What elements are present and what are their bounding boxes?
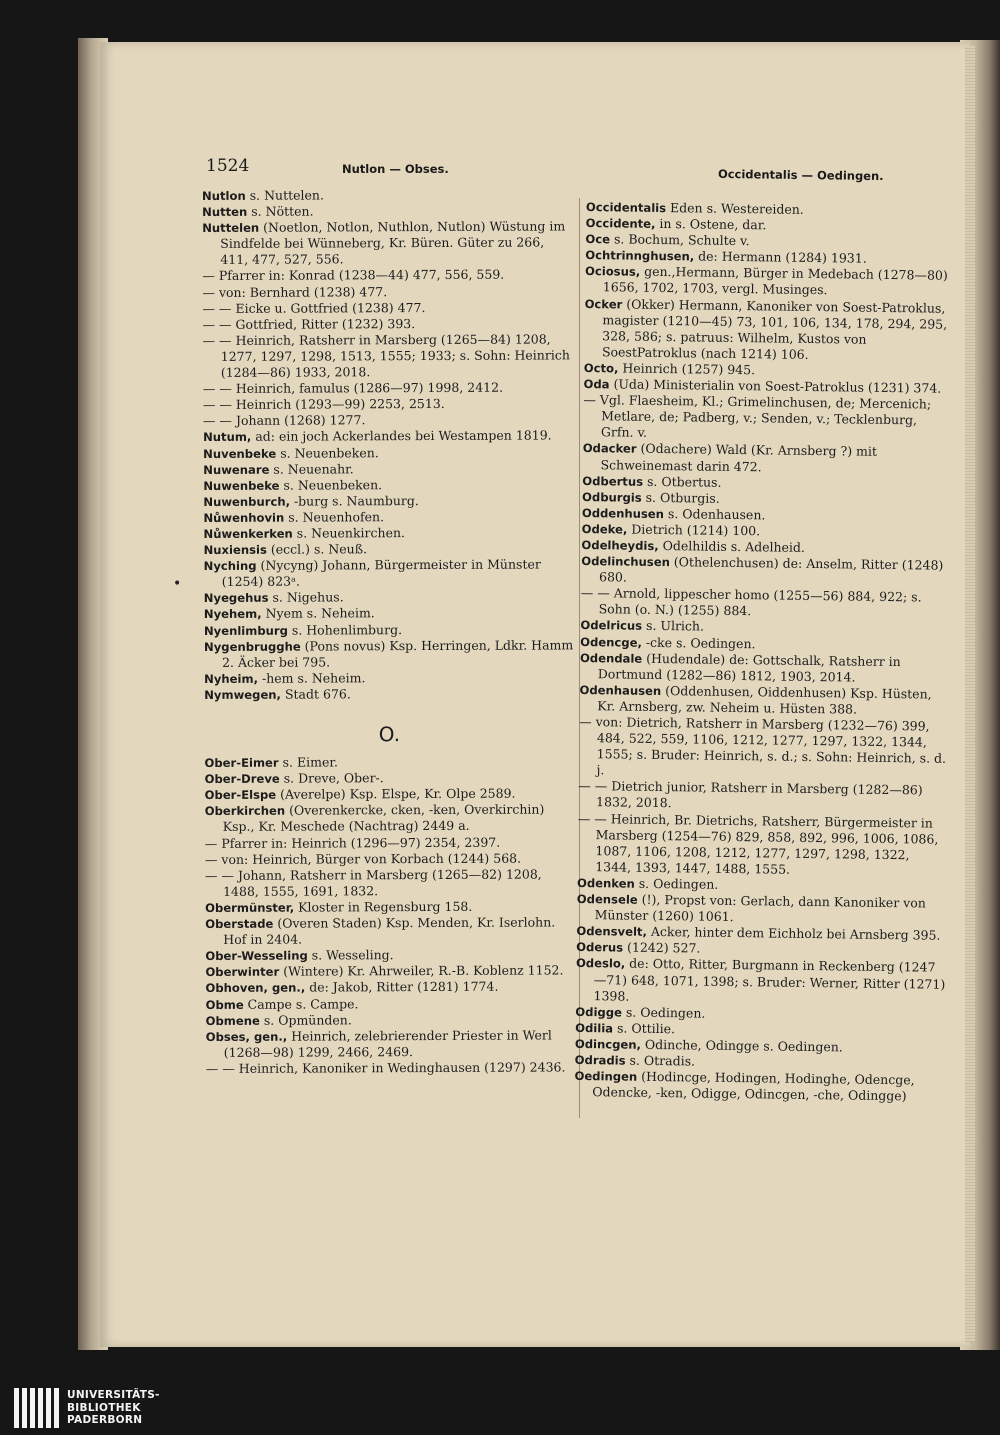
entry-headword: Occidente, xyxy=(585,216,656,232)
entry-headword: Nyenlimburg xyxy=(203,623,288,638)
entry-headword: Odincgen, xyxy=(574,1036,642,1052)
entry-headword: Ober-Dreve xyxy=(204,771,280,787)
entry-headword: Obses, gen., xyxy=(205,1029,288,1044)
entry-text: s. Nigehus. xyxy=(268,589,344,606)
index-entry xyxy=(205,963,575,981)
entry-headword: Obhoven, gen., xyxy=(205,980,306,996)
entry-text: s. Neuenkirchen. xyxy=(292,525,406,541)
entry-text: Campe s. Campe. xyxy=(243,995,359,1012)
page-stack-edge xyxy=(965,46,975,1342)
index-entry xyxy=(577,811,948,880)
entry-text: Odinche, Odingge s. Oedingen. xyxy=(640,1036,843,1055)
index-entry xyxy=(203,444,573,462)
margin-mark: • xyxy=(173,576,182,592)
index-entry xyxy=(203,460,573,478)
index-entry xyxy=(584,296,955,365)
index-entry xyxy=(202,299,572,317)
entry-headword: Occidentalis xyxy=(585,199,667,216)
entry-text: Acker, hinter dem Eichholz bei Arnsberg 395. xyxy=(646,924,941,943)
entry-text: — — Heinrich, Ratsherr in Marsberg (1265—84) 1208, 1277, 1297, 1298, 1513, 1555; 1933; s. Sohn: Heinrich (1284—86) 1933, 2018. xyxy=(202,331,570,380)
entry-text: s. Neuenahr. xyxy=(269,460,354,477)
entry-text: de: Hermann (1284) 1931. xyxy=(694,248,867,266)
index-entry xyxy=(203,331,573,381)
index-entry xyxy=(203,508,573,526)
entry-text: s. Neuenbeken. xyxy=(279,476,383,493)
entry-text: s. Ottilie. xyxy=(612,1020,676,1037)
entry-headword: Oberstade xyxy=(205,916,274,932)
entry-headword: Odeke, xyxy=(581,521,628,537)
entry-text: gen.,Hermann, Bürger in Medebach (1278—80) 1656, 1702, 1703, vergl. Musinges. xyxy=(602,264,948,298)
entry-text: Stadt 676. xyxy=(280,686,351,702)
index-entry xyxy=(202,283,572,301)
entry-text: (1242) 527. xyxy=(622,939,701,956)
entry-headword: Odradis xyxy=(574,1052,626,1068)
entry-text: (Hudendale) de: Gottschalk, Ratsherr in Dortmund (1282—86) 1812, 1903, 2014. xyxy=(597,650,901,685)
index-entry xyxy=(205,802,575,836)
index-entry xyxy=(203,396,573,414)
entry-text: s. Otburgis. xyxy=(641,489,720,506)
index-entry xyxy=(203,524,573,542)
entry-text: (Oddenhusen, Oiddenhusen) Ksp. Hüsten, Kr. Arnsberg, zw. Neheim u. Hüsten 388. xyxy=(597,682,932,717)
index-entry xyxy=(205,850,575,868)
library-logo xyxy=(14,1388,160,1428)
index-entry xyxy=(206,1027,576,1061)
entry-headword: Odelheydis, xyxy=(581,537,659,553)
index-entry xyxy=(204,621,574,639)
entry-headword: Nuwenburch, xyxy=(203,494,290,509)
index-entry xyxy=(204,685,574,703)
entry-text: (Uda) Ministerialin von Soest-Patroklus (1231) 374. xyxy=(609,376,942,396)
entry-text: s. Neuenhofen. xyxy=(284,509,385,525)
entry-text: — von: Bernhard (1238) 477. xyxy=(202,283,388,300)
index-entry xyxy=(205,979,575,997)
entry-headword: Nutten xyxy=(202,204,248,220)
entry-text: s. Oedingen. xyxy=(621,1004,706,1021)
entry-text: s. Nötten. xyxy=(247,203,314,219)
index-entry xyxy=(575,955,946,1008)
entry-text: de: Otto, Ritter, Burgmann in Reckenberg (1247—71) 648, 1071, 1398; s. Bruder: Werner, Ritter (1271) 1398. xyxy=(593,955,946,1004)
entry-text: ad: ein joch Ackerlandes bei Westampen 1819. xyxy=(251,427,552,445)
entry-headword: Odencge, xyxy=(580,634,643,650)
entry-text: — — Johann, Ratsherr in Marsberg (1265—82) 1208, 1488, 1555, 1691, 1832. xyxy=(204,866,542,899)
entry-headword: Nuxiensis xyxy=(203,542,267,558)
index-entry xyxy=(205,914,575,948)
entry-text: (Averelpe) Ksp. Elspe, Kr. Olpe 2589. xyxy=(276,785,516,802)
index-entry xyxy=(581,553,951,590)
logo-line-3: PADERBORN xyxy=(67,1414,143,1427)
entry-headword: Ocker xyxy=(584,296,623,312)
entry-headword: Nygenbrugghe xyxy=(203,639,301,654)
entry-headword: Obermünster, xyxy=(205,900,295,915)
index-entry xyxy=(203,315,573,333)
index-entry xyxy=(202,202,572,220)
index-entry xyxy=(203,492,573,510)
right-entries xyxy=(574,199,956,1105)
entry-headword: Odelinchusen xyxy=(581,554,670,570)
entry-headword: Odburgis xyxy=(582,489,642,505)
index-entry xyxy=(577,891,947,928)
index-entry xyxy=(204,669,574,687)
entry-headword: Oderus xyxy=(576,940,624,955)
logo-line-1: UNIVERSITÄTS- xyxy=(67,1389,160,1402)
entry-headword: Ober-Eimer xyxy=(204,755,279,771)
entry-headword: Obmene xyxy=(205,1013,260,1028)
entry-headword: Nutlon xyxy=(202,188,246,203)
index-entry xyxy=(205,786,575,804)
entry-headword: Ociosus, xyxy=(584,264,641,280)
index-entry xyxy=(580,650,950,687)
entry-text: Heinrich (1257) 945. xyxy=(618,360,756,378)
entry-headword: Odendale xyxy=(579,650,643,666)
index-entry xyxy=(574,1068,944,1105)
entry-headword: Odbertus xyxy=(582,473,644,489)
entry-text: — — Heinrich, Kanoniker in Wedinghausen (1297) 2436. xyxy=(205,1059,566,1076)
entry-text: — Pfarrer in: Heinrich (1296—97) 2354, 2397. xyxy=(204,834,501,851)
entry-text: (Wintere) Kr. Ahrweiler, R.-B. Koblenz 1152. xyxy=(279,962,564,979)
entry-text: Nyem s. Neheim. xyxy=(261,605,375,622)
entry-text: — — Dietrich junior, Ratsherr in Marsberg (1282—86) 1832, 2018. xyxy=(578,778,923,811)
entry-headword: Nuttelen xyxy=(202,220,260,236)
section-letter: O. xyxy=(378,722,401,747)
page-number: 1524 xyxy=(206,156,250,176)
index-entry xyxy=(583,392,954,445)
entry-text: s. Nuttelen. xyxy=(245,187,324,203)
entry-text: (Odachere) Wald (Kr. Arnsberg ?) mit Schweinemast darin 472. xyxy=(600,441,878,474)
entry-text: — von: Dietrich, Ratsherr in Marsberg (1232—76) 399, 484, 522, 559, 1106, 1212, 1277, 1297, 1322, 1344, 1555; s. Bruder: Heinrich, s. d.; s. Sohn: Heinrich, s. d. j. xyxy=(579,713,947,778)
logo-bars-icon xyxy=(14,1388,59,1428)
entry-headword: Octo, xyxy=(583,360,619,376)
entry-text: — — Heinrich, Br. Dietrichs, Ratsherr, Bürgermeister in Marsberg (1254—76) 829, 858, 892, 996, 1006, 1086, 1087, 1106, 1208, 1212, 1277, 1297, 1298, 1322, 1344, 1393, 1447, 1488, 1555. xyxy=(577,810,939,877)
entry-text: s. Oedingen. xyxy=(634,875,719,892)
index-entry xyxy=(581,585,951,622)
entry-text: (Noetlon, Notlon, Nuthlon, Nutlon) Wüstung im Sindfelde bei Wünneberg, Kr. Büren. Güter zu 266, 411, 477, 527, 556. xyxy=(220,218,566,268)
entry-headword: Nutum, xyxy=(203,430,252,445)
entry-text: s. Hohenlimburg. xyxy=(287,621,403,638)
entry-headword: Odeslo, xyxy=(575,956,626,971)
index-entry xyxy=(203,428,573,446)
entry-headword: Odigge xyxy=(575,1004,623,1020)
entry-headword: Odacker xyxy=(582,441,637,457)
entry-text: — Pfarrer in: Konrad (1238—44) 477, 556, 559. xyxy=(202,267,505,284)
entry-text: — — Heinrich (1293—99) 2253, 2513. xyxy=(202,396,445,413)
entry-text: (!), Propst von: Gerlach, dann Kanoniker von Münster (1260) 1061. xyxy=(594,891,926,925)
entry-headword: Nyegehus xyxy=(203,591,269,606)
entry-headword: Nůwenkerken xyxy=(203,526,293,541)
entry-text: Odelhildis s. Adelheid. xyxy=(658,537,806,555)
entry-text: (Pons novus) Ksp. Herringen, Ldkr. Hamm 2. Äcker bei 795. xyxy=(222,637,574,670)
entry-headword: Nuwenbeke xyxy=(203,478,280,493)
entry-headword: Nymwegen, xyxy=(204,687,281,702)
entry-headword: Nuwenare xyxy=(203,462,270,477)
entry-text: (Nycyng) Johann, Bürgermeister in Münster (1254) 823ᵃ. xyxy=(221,556,541,590)
right-column xyxy=(574,199,956,1105)
entry-text: s. Otradis. xyxy=(625,1052,696,1069)
entry-text: s. Dreve, Ober-. xyxy=(279,770,384,786)
entry-text: — — Johann (1268) 1277. xyxy=(202,412,366,429)
index-entry xyxy=(205,834,575,852)
entry-text: Dietrich (1214) 100. xyxy=(627,521,761,539)
entry-text: s. Ulrich. xyxy=(642,618,705,635)
entry-text: Kloster in Regensburg 158. xyxy=(294,898,473,915)
entry-text: — — Eicke u. Gottfried (1238) 477. xyxy=(202,299,426,316)
entry-headword: Nyheim, xyxy=(204,671,259,686)
left-column xyxy=(202,186,576,1077)
logo-line-2: BIBLIOTHEK xyxy=(67,1401,141,1414)
index-entry xyxy=(204,753,574,771)
entry-text: s. Wesseling. xyxy=(307,947,394,963)
index-entry xyxy=(204,605,574,623)
entry-text: — Vgl. Flaesheim, Kl.; Grimelinchusen, de; Mercenich; Metlare, de; Padberg, v.; Senden, v.; Tecklenburg, Grfn. v. xyxy=(583,392,932,441)
entry-text: — von: Heinrich, Bürger von Korbach (1244) 568. xyxy=(204,850,522,867)
entry-text: s. Odenhausen. xyxy=(663,505,766,523)
index-entry xyxy=(582,440,952,477)
index-entry xyxy=(206,995,576,1013)
entry-headword: Odenhausen xyxy=(579,682,662,698)
entry-headword: Nuvenbeke xyxy=(203,446,277,461)
entry-text: s. Eimer. xyxy=(278,754,338,770)
entry-text: s. Otbertus. xyxy=(642,473,722,490)
entry-headword: Odilia xyxy=(575,1020,614,1036)
index-entry xyxy=(204,637,574,671)
entry-text: -cke s. Oedingen. xyxy=(641,634,756,651)
entry-headword: Nůwenhovin xyxy=(203,510,285,525)
index-entry xyxy=(205,866,575,900)
index-entry xyxy=(202,219,572,269)
entry-text: — — Arnold, lippescher homo (1255—56) 884, 922; s. Sohn (o. N.) (1255) 884. xyxy=(580,585,922,619)
index-entry xyxy=(203,476,573,494)
entry-headword: Ober-Wesseling xyxy=(205,948,308,964)
entry-text: Heinrich, zelebrierender Priester in Werl (1268—98) 1299, 2466, 2469. xyxy=(223,1027,552,1060)
index-entry xyxy=(205,947,575,965)
entry-text: in s. Ostene, dar. xyxy=(655,216,767,233)
left-entries xyxy=(202,186,574,703)
index-entry xyxy=(204,589,574,607)
entry-text: (Overen Staden) Ksp. Menden, Kr. Iserlohn. Hof in 2404. xyxy=(223,914,556,948)
index-entry xyxy=(206,1059,576,1077)
entry-headword: Odensele xyxy=(576,891,638,907)
running-head-right: Occidentalis — Oedingen. xyxy=(717,166,884,184)
entry-headword: Oedingen xyxy=(574,1068,638,1084)
entry-headword: Odenken xyxy=(576,875,635,891)
entry-text: (eccl.) s. Neuß. xyxy=(266,541,368,557)
entry-headword: Oce xyxy=(585,232,611,247)
entry-headword: Nyching xyxy=(203,558,257,574)
entry-headword: Oddenhusen xyxy=(581,505,665,521)
entry-headword: Odelricus xyxy=(580,618,643,634)
entry-text: s. Opmünden. xyxy=(259,1011,352,1028)
entry-text: — — Gottfried, Ritter (1232) 393. xyxy=(202,315,416,332)
entry-text: Eden s. Westereiden. xyxy=(666,200,804,217)
entry-headword: Odensvelt, xyxy=(576,924,648,940)
entry-headword: Ober-Elspe xyxy=(204,787,277,803)
entry-text: — — Heinrich, famulus (1286—97) 1998, 2412. xyxy=(202,379,504,397)
index-entry xyxy=(585,263,955,300)
index-entry xyxy=(204,540,574,558)
index-entry xyxy=(205,770,575,788)
index-entry xyxy=(203,380,573,398)
index-entry xyxy=(578,778,948,815)
entry-headword: Nyehem, xyxy=(203,607,262,622)
index-entry xyxy=(202,186,572,204)
entry-text: (Okker) Hermann, Kanoniker von Soest-Patroklus, magister (1210—45) 73, 101, 106, 134, 178, 294, 295, 328, 586; s. patruus: Wilhelm, Kustos von SoestPatroklus (nach 1214) 106. xyxy=(601,296,948,362)
left-o-entries xyxy=(204,753,575,1076)
entry-headword: Ochtrinnghusen, xyxy=(585,248,695,264)
entry-text: -hem s. Neheim. xyxy=(257,670,366,686)
entry-text: (Overenkercke, cken, -ken, Overkirchin) Ksp., Kr. Meschede (Nachtrag) 2449 a. xyxy=(222,801,545,835)
entry-text: -burg s. Naumburg. xyxy=(289,492,419,509)
entry-headword: Obme xyxy=(205,997,244,1012)
index-entry xyxy=(205,898,575,916)
logo-text xyxy=(67,1389,160,1427)
index-entry xyxy=(206,1011,576,1029)
running-head-left: Nutlon — Obses. xyxy=(342,162,449,176)
entry-text: s. Neuenbeken. xyxy=(276,444,379,461)
entry-headword: Oberwinter xyxy=(205,964,280,980)
entry-headword: Oberkirchen xyxy=(204,804,286,819)
entry-text: (Othelenchusen) de: Anselm, Ritter (1248) 680. xyxy=(598,554,944,585)
entry-text: de: Jakob, Ritter (1281) 1774. xyxy=(305,979,499,995)
entry-text: s. Bochum, Schulte v. xyxy=(609,231,750,249)
index-entry xyxy=(579,682,949,719)
index-entry xyxy=(202,267,572,285)
entry-text: (Hodincge, Hodingen, Hodinghe, Odencge, Odencke, -ken, Odigge, Odincgen, -che, Odingge) xyxy=(592,1068,915,1104)
index-entry xyxy=(203,412,573,430)
index-entry xyxy=(204,557,574,591)
entry-headword: Oda xyxy=(583,377,610,392)
index-entry xyxy=(578,714,949,783)
